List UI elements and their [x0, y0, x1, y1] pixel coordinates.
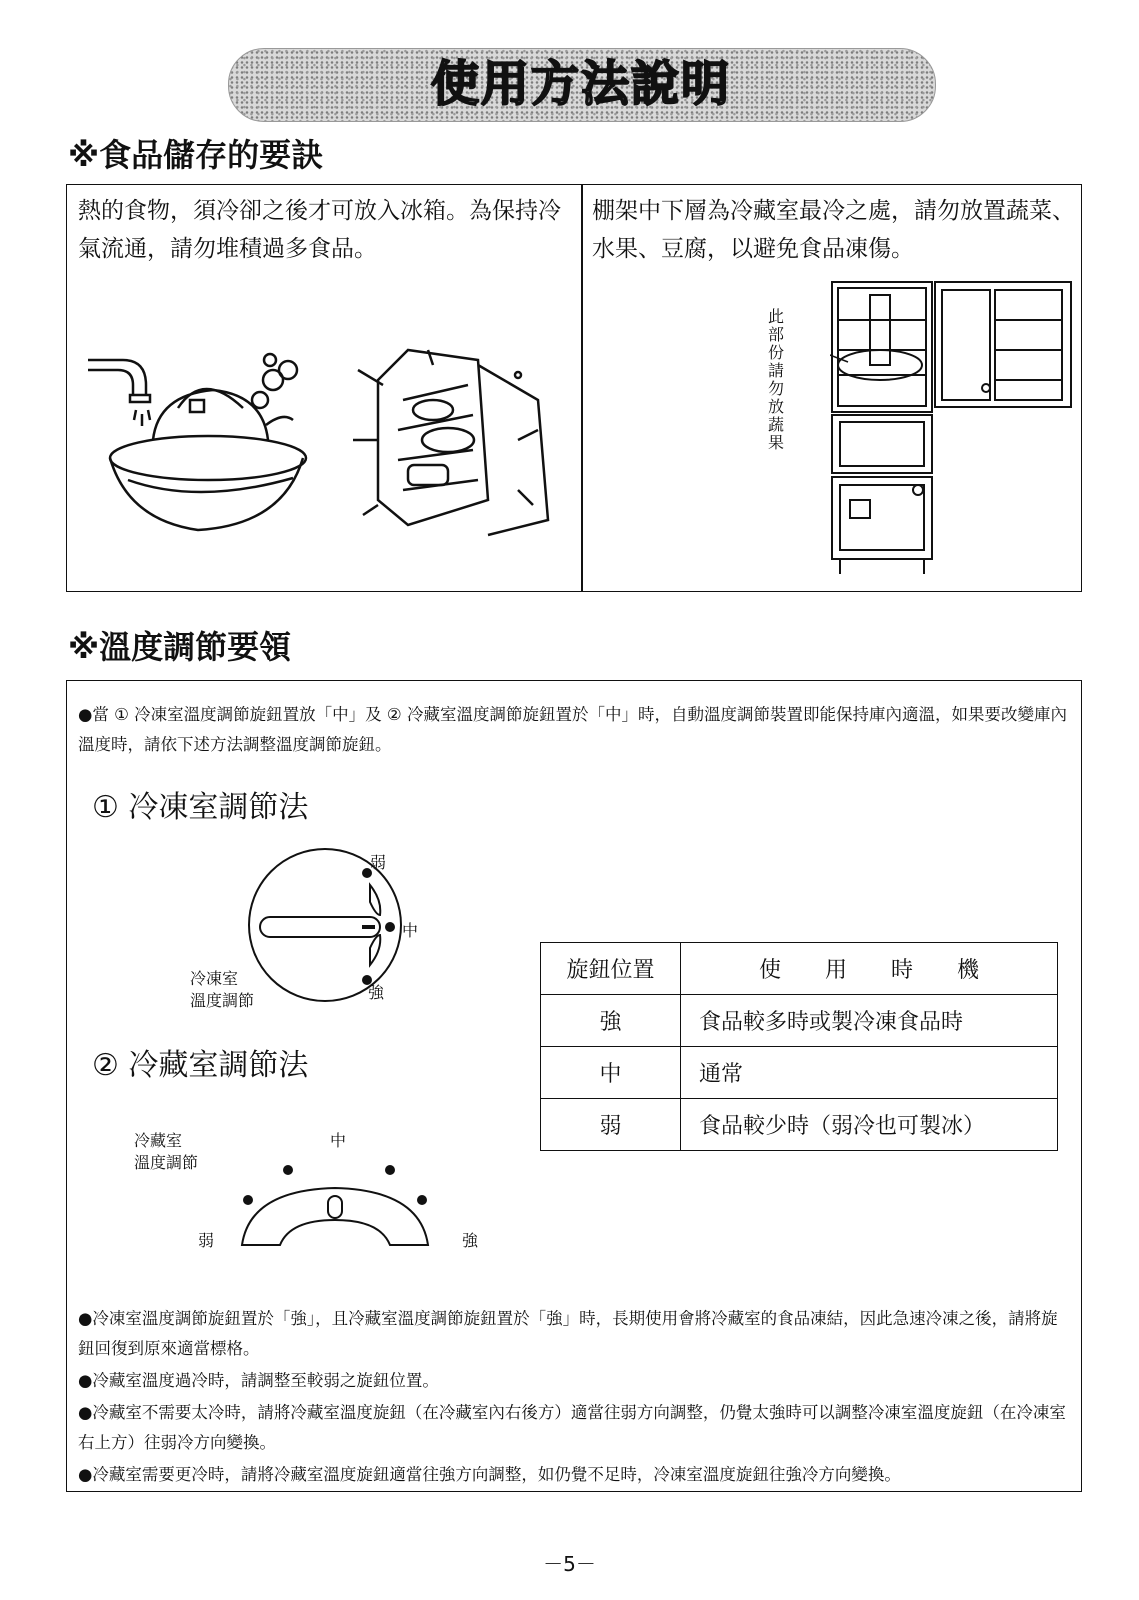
- table-cell-usage: 食品較少時（弱冷也可製冰）: [681, 1099, 1058, 1151]
- table-cell-position: 強: [541, 995, 681, 1047]
- page-title: 使用方法說明: [430, 56, 731, 112]
- callout-no-vegetables: 此部份請勿放蔬果: [767, 307, 784, 452]
- knob-usage-table: [540, 942, 1058, 1151]
- table-row: [541, 1047, 1058, 1099]
- note-item: ●冷凍室溫度調節旋鈕置於「強」，且冷藏室溫度調節旋鈕置於「強」時，長期使用會將冷藏室的食品凍結，因此急速冷凍之後，請將旋鈕回復到原來適當標格。: [78, 1309, 1058, 1358]
- fridge-dial-label-2: 溫度調節: [134, 1153, 199, 1172]
- fridge-weak-label: 弱: [198, 1231, 215, 1250]
- note-item: ●冷藏室不需要太冷時，請將冷藏室溫度旋鈕（在冷藏室內右後方）適當往弱方向調整，仍覺太強時可以調整冷凍室溫度旋鈕（在冷凍室右上方）往弱冷方向變換。: [78, 1403, 1066, 1452]
- table-cell-position: 中: [541, 1047, 681, 1099]
- section-heading-storage: ※食品儲存的要訣: [68, 136, 324, 174]
- freezer-mid-label: 中: [402, 921, 419, 940]
- table-cell-usage: 通常: [681, 1047, 1058, 1099]
- freezer-weak-label: 弱: [370, 853, 387, 872]
- intro-text: ●當 ① 冷凍室溫度調節旋鈕置放「中」及 ② 冷藏室溫度調節旋鈕置於「中」時，自動溫度調節裝置即能保持庫內適溫，如果要改變庫內溫度時，請依下述方法調整溫度調節旋鈕。: [78, 705, 1067, 754]
- fridge-dial-diagram: [230, 1150, 450, 1260]
- section-heading-temperature: ※溫度調節要領: [68, 628, 292, 666]
- freezer-dial-label-2: 溫度調節: [190, 991, 255, 1010]
- note-item: ●冷藏室溫度過冷時，請調整至較弱之旋鈕位置。: [78, 1371, 439, 1390]
- fridge-dial-label-1: 冷藏室: [134, 1131, 183, 1150]
- fridge-adjust-title: ② 冷藏室調節法: [92, 1048, 309, 1083]
- fridge-strong-label: 強: [462, 1231, 479, 1250]
- table-cell-usage: 食品較多時或製冷凍食品時: [681, 995, 1058, 1047]
- table-header-row: [541, 943, 1058, 995]
- table-cell-position: 弱: [541, 1099, 681, 1151]
- refrigerator-diagram: [830, 280, 1074, 584]
- freezer-strong-label: 強: [368, 983, 385, 1002]
- table-header-usage: 使 用 時 機: [681, 943, 1058, 995]
- freezer-dial-label-1: 冷凍室: [190, 969, 239, 988]
- page-number: －5－: [543, 1552, 596, 1576]
- tip-hot-food: 熱的食物，須冷卻之後才可放入冰箱。為保持冷氣流通，請勿堆積過多食品。: [78, 198, 561, 262]
- hot-pot-and-crowded-fridge-illustration: [78, 340, 568, 565]
- note-item: ●冷藏室需要更冷時，請將冷藏室溫度旋鈕適當往強方向調整，如仍覺不足時，冷凍室溫度旋鈕往強冷方向變換。: [78, 1465, 901, 1484]
- tip-coldest-shelf: 棚架中下層為冷藏室最冷之處，請勿放置蔬菜、水果、豆腐，以避免食品凍傷。: [592, 198, 1075, 262]
- freezer-adjust-title: ① 冷凍室調節法: [92, 790, 309, 825]
- divider: [581, 184, 583, 592]
- table-row: [541, 1099, 1058, 1151]
- table-header-position: 旋鈕位置: [541, 943, 681, 995]
- fridge-mid-label: 中: [330, 1131, 347, 1150]
- table-row: [541, 995, 1058, 1047]
